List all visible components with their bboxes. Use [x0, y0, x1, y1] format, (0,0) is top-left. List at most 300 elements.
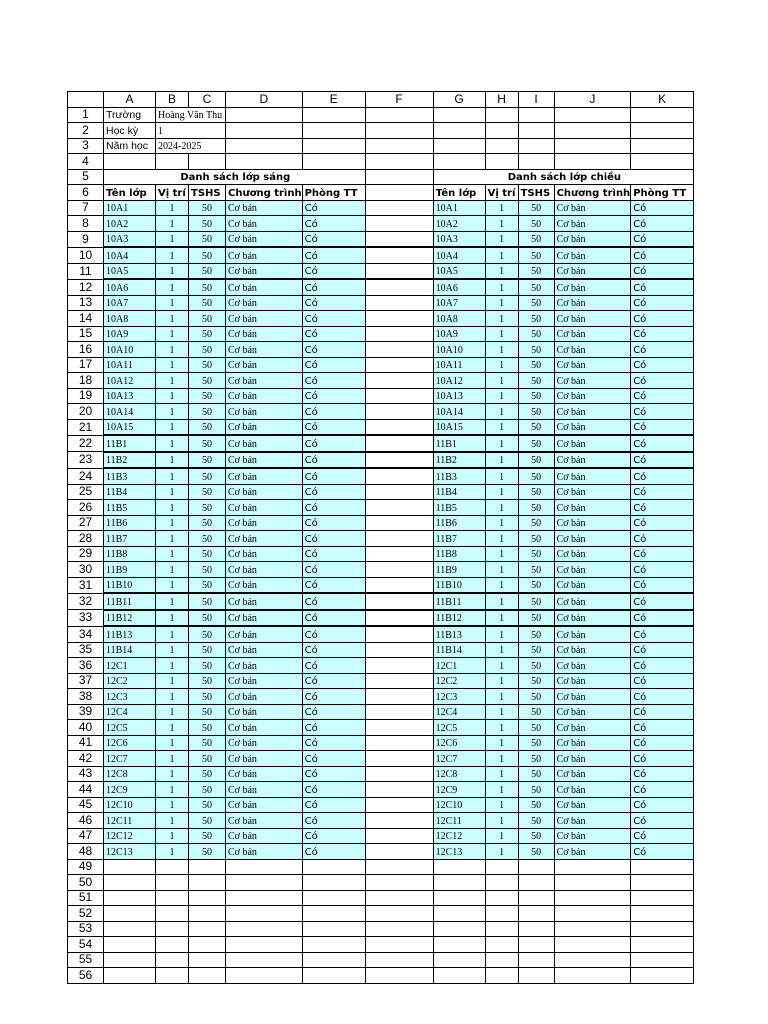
row-header[interactable]: 56 — [68, 968, 104, 984]
row-header[interactable]: 51 — [68, 890, 104, 906]
empty-cell[interactable] — [631, 906, 694, 922]
morning-class-name[interactable]: 10A2 — [104, 216, 156, 232]
empty-cell[interactable] — [104, 859, 156, 875]
morning-program[interactable]: Cơ bản — [226, 279, 303, 295]
empty-cell[interactable] — [365, 875, 433, 891]
morning-class-name[interactable]: 10A4 — [104, 247, 156, 263]
morning-students[interactable]: 50 — [189, 484, 226, 500]
afternoon-class-name[interactable]: 10A15 — [433, 419, 485, 435]
morning-room[interactable]: Có — [302, 751, 365, 767]
afternoon-room[interactable]: Có — [631, 735, 694, 751]
morning-students[interactable]: 50 — [189, 326, 226, 342]
afternoon-class-name[interactable]: 12C1 — [433, 658, 485, 674]
afternoon-position[interactable]: 1 — [485, 844, 518, 860]
afternoon-program[interactable]: Cơ bản — [554, 610, 631, 627]
empty-cell[interactable] — [631, 890, 694, 906]
empty-cell[interactable] — [365, 610, 433, 627]
empty-cell[interactable] — [631, 107, 694, 123]
morning-program[interactable]: Cơ bản — [226, 813, 303, 829]
row-header[interactable]: 30 — [68, 562, 104, 578]
empty-cell[interactable] — [365, 311, 433, 327]
morning-position[interactable]: 1 — [156, 484, 189, 500]
empty-cell[interactable] — [485, 154, 518, 170]
empty-cell[interactable] — [433, 154, 485, 170]
afternoon-position[interactable]: 1 — [485, 373, 518, 389]
empty-cell[interactable] — [302, 890, 365, 906]
morning-students[interactable]: 50 — [189, 311, 226, 327]
morning-program[interactable]: Cơ bản — [226, 263, 303, 279]
morning-students[interactable]: 50 — [189, 797, 226, 813]
afternoon-students[interactable]: 50 — [518, 342, 554, 358]
morning-students[interactable]: 50 — [189, 546, 226, 562]
row-header[interactable]: 18 — [68, 373, 104, 389]
morning-class-name[interactable]: 12C3 — [104, 689, 156, 705]
afternoon-class-name[interactable]: 10A10 — [433, 342, 485, 358]
empty-cell[interactable] — [433, 859, 485, 875]
morning-position[interactable]: 1 — [156, 673, 189, 689]
morning-room[interactable]: Có — [302, 279, 365, 295]
morning-students[interactable]: 50 — [189, 577, 226, 593]
afternoon-class-name[interactable]: 10A12 — [433, 373, 485, 389]
morning-students[interactable]: 50 — [189, 562, 226, 578]
row-header[interactable]: 28 — [68, 531, 104, 547]
morning-room[interactable]: Có — [302, 357, 365, 373]
afternoon-header[interactable]: Chương trình — [554, 185, 631, 201]
empty-cell[interactable] — [485, 952, 518, 968]
morning-class-name[interactable]: 12C13 — [104, 844, 156, 860]
afternoon-position[interactable]: 1 — [485, 404, 518, 420]
info-value[interactable]: Hoàng Văn Thu — [156, 107, 226, 123]
afternoon-students[interactable]: 50 — [518, 813, 554, 829]
row-header[interactable]: 39 — [68, 704, 104, 720]
empty-cell[interactable] — [365, 388, 433, 404]
morning-position[interactable]: 1 — [156, 435, 189, 452]
empty-cell[interactable] — [189, 859, 226, 875]
afternoon-students[interactable]: 50 — [518, 500, 554, 516]
morning-class-name[interactable]: 11B6 — [104, 515, 156, 531]
empty-cell[interactable] — [518, 107, 554, 123]
empty-cell[interactable] — [365, 169, 433, 185]
row-header[interactable]: 45 — [68, 797, 104, 813]
empty-cell[interactable] — [365, 200, 433, 216]
empty-cell[interactable] — [189, 875, 226, 891]
afternoon-program[interactable]: Cơ bản — [554, 689, 631, 705]
afternoon-room[interactable]: Có — [631, 452, 694, 469]
afternoon-program[interactable]: Cơ bản — [554, 373, 631, 389]
row-header[interactable]: 15 — [68, 326, 104, 342]
morning-program[interactable]: Cơ bản — [226, 216, 303, 232]
morning-position[interactable]: 1 — [156, 388, 189, 404]
morning-position[interactable]: 1 — [156, 468, 189, 484]
empty-cell[interactable] — [156, 952, 189, 968]
afternoon-program[interactable]: Cơ bản — [554, 546, 631, 562]
afternoon-program[interactable]: Cơ bản — [554, 844, 631, 860]
afternoon-students[interactable]: 50 — [518, 311, 554, 327]
afternoon-class-name[interactable]: 12C5 — [433, 720, 485, 736]
morning-students[interactable]: 50 — [189, 279, 226, 295]
empty-cell[interactable] — [365, 704, 433, 720]
morning-program[interactable]: Cơ bản — [226, 828, 303, 844]
empty-cell[interactable] — [189, 906, 226, 922]
morning-class-name[interactable]: 11B11 — [104, 593, 156, 610]
morning-header[interactable]: Vị trí — [156, 185, 189, 201]
afternoon-class-name[interactable]: 12C7 — [433, 751, 485, 767]
morning-class-name[interactable]: 11B2 — [104, 452, 156, 469]
afternoon-class-name[interactable]: 12C2 — [433, 673, 485, 689]
morning-students[interactable]: 50 — [189, 813, 226, 829]
empty-cell[interactable] — [302, 875, 365, 891]
afternoon-program[interactable]: Cơ bản — [554, 326, 631, 342]
afternoon-program[interactable]: Cơ bản — [554, 484, 631, 500]
afternoon-program[interactable]: Cơ bản — [554, 468, 631, 484]
column-header[interactable]: E — [302, 92, 365, 108]
afternoon-position[interactable]: 1 — [485, 388, 518, 404]
afternoon-students[interactable]: 50 — [518, 247, 554, 263]
afternoon-students[interactable]: 50 — [518, 704, 554, 720]
afternoon-program[interactable]: Cơ bản — [554, 216, 631, 232]
afternoon-class-name[interactable]: 12C11 — [433, 813, 485, 829]
empty-cell[interactable] — [226, 952, 303, 968]
afternoon-program[interactable]: Cơ bản — [554, 782, 631, 798]
afternoon-class-name[interactable]: 10A1 — [433, 200, 485, 216]
row-header[interactable]: 12 — [68, 279, 104, 295]
afternoon-class-name[interactable]: 10A4 — [433, 247, 485, 263]
afternoon-program[interactable]: Cơ bản — [554, 673, 631, 689]
morning-program[interactable]: Cơ bản — [226, 200, 303, 216]
afternoon-room[interactable]: Có — [631, 844, 694, 860]
afternoon-class-name[interactable]: 12C4 — [433, 704, 485, 720]
afternoon-class-name[interactable]: 11B3 — [433, 468, 485, 484]
afternoon-position[interactable]: 1 — [485, 531, 518, 547]
morning-students[interactable]: 50 — [189, 673, 226, 689]
morning-program[interactable]: Cơ bản — [226, 626, 303, 642]
row-header[interactable]: 46 — [68, 813, 104, 829]
afternoon-header[interactable]: Phòng TT — [631, 185, 694, 201]
empty-cell[interactable] — [554, 906, 631, 922]
empty-cell[interactable] — [365, 720, 433, 736]
morning-students[interactable]: 50 — [189, 435, 226, 452]
empty-cell[interactable] — [104, 921, 156, 937]
morning-students[interactable]: 50 — [189, 216, 226, 232]
afternoon-students[interactable]: 50 — [518, 263, 554, 279]
morning-program[interactable]: Cơ bản — [226, 751, 303, 767]
morning-program[interactable]: Cơ bản — [226, 642, 303, 658]
morning-room[interactable]: Có — [302, 484, 365, 500]
morning-program[interactable]: Cơ bản — [226, 766, 303, 782]
afternoon-program[interactable]: Cơ bản — [554, 357, 631, 373]
afternoon-room[interactable]: Có — [631, 295, 694, 311]
morning-class-name[interactable]: 12C2 — [104, 673, 156, 689]
empty-cell[interactable] — [518, 952, 554, 968]
morning-position[interactable]: 1 — [156, 531, 189, 547]
morning-program[interactable]: Cơ bản — [226, 515, 303, 531]
morning-room[interactable]: Có — [302, 373, 365, 389]
afternoon-program[interactable]: Cơ bản — [554, 658, 631, 674]
morning-position[interactable]: 1 — [156, 844, 189, 860]
morning-class-name[interactable]: 11B1 — [104, 435, 156, 452]
empty-cell[interactable] — [302, 906, 365, 922]
morning-position[interactable]: 1 — [156, 452, 189, 469]
afternoon-room[interactable]: Có — [631, 797, 694, 813]
afternoon-position[interactable]: 1 — [485, 782, 518, 798]
afternoon-position[interactable]: 1 — [485, 593, 518, 610]
morning-position[interactable]: 1 — [156, 689, 189, 705]
empty-cell[interactable] — [104, 890, 156, 906]
empty-cell[interactable] — [156, 875, 189, 891]
empty-cell[interactable] — [433, 937, 485, 953]
afternoon-class-name[interactable]: 11B11 — [433, 593, 485, 610]
morning-position[interactable]: 1 — [156, 231, 189, 247]
empty-cell[interactable] — [365, 247, 433, 263]
afternoon-header[interactable]: Vị trí — [485, 185, 518, 201]
afternoon-room[interactable]: Có — [631, 326, 694, 342]
empty-cell[interactable] — [302, 138, 365, 154]
morning-class-name[interactable]: 11B4 — [104, 484, 156, 500]
morning-room[interactable]: Có — [302, 766, 365, 782]
empty-cell[interactable] — [226, 154, 303, 170]
afternoon-students[interactable]: 50 — [518, 419, 554, 435]
morning-program[interactable]: Cơ bản — [226, 373, 303, 389]
row-header[interactable]: 11 — [68, 263, 104, 279]
morning-room[interactable]: Có — [302, 626, 365, 642]
afternoon-room[interactable]: Có — [631, 626, 694, 642]
afternoon-class-name[interactable]: 10A13 — [433, 388, 485, 404]
morning-class-name[interactable]: 12C10 — [104, 797, 156, 813]
morning-position[interactable]: 1 — [156, 642, 189, 658]
empty-cell[interactable] — [365, 626, 433, 642]
morning-students[interactable]: 50 — [189, 782, 226, 798]
morning-program[interactable]: Cơ bản — [226, 546, 303, 562]
morning-room[interactable]: Có — [302, 562, 365, 578]
empty-cell[interactable] — [518, 906, 554, 922]
row-header[interactable]: 20 — [68, 404, 104, 420]
morning-room[interactable]: Có — [302, 531, 365, 547]
morning-position[interactable]: 1 — [156, 704, 189, 720]
afternoon-program[interactable]: Cơ bản — [554, 751, 631, 767]
afternoon-position[interactable]: 1 — [485, 577, 518, 593]
afternoon-position[interactable]: 1 — [485, 200, 518, 216]
empty-cell[interactable] — [631, 937, 694, 953]
empty-cell[interactable] — [518, 154, 554, 170]
row-header[interactable]: 24 — [68, 468, 104, 484]
empty-cell[interactable] — [302, 123, 365, 139]
empty-cell[interactable] — [365, 154, 433, 170]
afternoon-class-name[interactable]: 11B9 — [433, 562, 485, 578]
empty-cell[interactable] — [365, 231, 433, 247]
empty-cell[interactable] — [554, 921, 631, 937]
afternoon-header[interactable]: TSHS — [518, 185, 554, 201]
empty-cell[interactable] — [302, 859, 365, 875]
afternoon-students[interactable]: 50 — [518, 216, 554, 232]
afternoon-class-name[interactable]: 12C3 — [433, 689, 485, 705]
morning-class-name[interactable]: 10A13 — [104, 388, 156, 404]
morning-position[interactable]: 1 — [156, 720, 189, 736]
morning-students[interactable]: 50 — [189, 295, 226, 311]
row-header[interactable]: 3 — [68, 138, 104, 154]
row-header[interactable]: 9 — [68, 231, 104, 247]
afternoon-position[interactable]: 1 — [485, 673, 518, 689]
empty-cell[interactable] — [365, 419, 433, 435]
morning-room[interactable]: Có — [302, 452, 365, 469]
empty-cell[interactable] — [365, 766, 433, 782]
empty-cell[interactable] — [226, 890, 303, 906]
empty-cell[interactable] — [365, 263, 433, 279]
afternoon-class-name[interactable]: 11B1 — [433, 435, 485, 452]
morning-program[interactable]: Cơ bản — [226, 388, 303, 404]
morning-position[interactable]: 1 — [156, 610, 189, 627]
afternoon-class-name[interactable]: 11B4 — [433, 484, 485, 500]
afternoon-position[interactable]: 1 — [485, 515, 518, 531]
column-header[interactable]: D — [226, 92, 303, 108]
empty-cell[interactable] — [518, 859, 554, 875]
morning-program[interactable]: Cơ bản — [226, 231, 303, 247]
afternoon-class-name[interactable]: 10A9 — [433, 326, 485, 342]
morning-program[interactable]: Cơ bản — [226, 844, 303, 860]
afternoon-students[interactable]: 50 — [518, 279, 554, 295]
empty-cell[interactable] — [104, 968, 156, 984]
afternoon-program[interactable]: Cơ bản — [554, 577, 631, 593]
empty-cell[interactable] — [226, 875, 303, 891]
row-header[interactable]: 7 — [68, 200, 104, 216]
empty-cell[interactable] — [156, 968, 189, 984]
empty-cell[interactable] — [365, 138, 433, 154]
empty-cell[interactable] — [365, 844, 433, 860]
afternoon-position[interactable]: 1 — [485, 452, 518, 469]
morning-room[interactable]: Có — [302, 515, 365, 531]
morning-class-name[interactable]: 11B12 — [104, 610, 156, 627]
morning-position[interactable]: 1 — [156, 782, 189, 798]
afternoon-class-name[interactable]: 10A5 — [433, 263, 485, 279]
afternoon-room[interactable]: Có — [631, 813, 694, 829]
morning-position[interactable]: 1 — [156, 828, 189, 844]
morning-class-name[interactable]: 12C12 — [104, 828, 156, 844]
afternoon-students[interactable]: 50 — [518, 373, 554, 389]
empty-cell[interactable] — [302, 937, 365, 953]
empty-cell[interactable] — [189, 937, 226, 953]
empty-cell[interactable] — [365, 357, 433, 373]
afternoon-room[interactable]: Có — [631, 342, 694, 358]
empty-cell[interactable] — [365, 531, 433, 547]
empty-cell[interactable] — [485, 123, 518, 139]
afternoon-room[interactable]: Có — [631, 766, 694, 782]
empty-cell[interactable] — [302, 107, 365, 123]
row-header[interactable]: 43 — [68, 766, 104, 782]
afternoon-program[interactable]: Cơ bản — [554, 452, 631, 469]
afternoon-room[interactable]: Có — [631, 828, 694, 844]
afternoon-students[interactable]: 50 — [518, 231, 554, 247]
morning-students[interactable]: 50 — [189, 231, 226, 247]
morning-title[interactable]: Danh sách lớp sáng — [104, 169, 366, 185]
empty-cell[interactable] — [104, 875, 156, 891]
empty-cell[interactable] — [554, 859, 631, 875]
empty-cell[interactable] — [189, 921, 226, 937]
empty-cell[interactable] — [485, 937, 518, 953]
morning-class-name[interactable]: 12C6 — [104, 735, 156, 751]
afternoon-class-name[interactable]: 12C10 — [433, 797, 485, 813]
empty-cell[interactable] — [365, 435, 433, 452]
morning-room[interactable]: Có — [302, 593, 365, 610]
afternoon-class-name[interactable]: 10A3 — [433, 231, 485, 247]
empty-cell[interactable] — [189, 154, 226, 170]
empty-cell[interactable] — [365, 577, 433, 593]
empty-cell[interactable] — [365, 751, 433, 767]
afternoon-program[interactable]: Cơ bản — [554, 626, 631, 642]
morning-class-name[interactable]: 11B10 — [104, 577, 156, 593]
morning-position[interactable]: 1 — [156, 357, 189, 373]
afternoon-position[interactable]: 1 — [485, 813, 518, 829]
morning-class-name[interactable]: 10A10 — [104, 342, 156, 358]
empty-cell[interactable] — [433, 921, 485, 937]
afternoon-class-name[interactable]: 10A2 — [433, 216, 485, 232]
afternoon-class-name[interactable]: 12C8 — [433, 766, 485, 782]
afternoon-students[interactable]: 50 — [518, 546, 554, 562]
afternoon-program[interactable]: Cơ bản — [554, 500, 631, 516]
morning-header[interactable]: Tên lớp — [104, 185, 156, 201]
empty-cell[interactable] — [631, 859, 694, 875]
morning-room[interactable]: Có — [302, 216, 365, 232]
afternoon-class-name[interactable]: 10A11 — [433, 357, 485, 373]
morning-class-name[interactable]: 11B13 — [104, 626, 156, 642]
empty-cell[interactable] — [156, 921, 189, 937]
morning-students[interactable]: 50 — [189, 704, 226, 720]
afternoon-room[interactable]: Có — [631, 782, 694, 798]
row-header[interactable]: 44 — [68, 782, 104, 798]
empty-cell[interactable] — [365, 921, 433, 937]
afternoon-program[interactable]: Cơ bản — [554, 562, 631, 578]
morning-position[interactable]: 1 — [156, 797, 189, 813]
morning-room[interactable]: Có — [302, 435, 365, 452]
morning-room[interactable]: Có — [302, 311, 365, 327]
empty-cell[interactable] — [365, 689, 433, 705]
morning-students[interactable]: 50 — [189, 610, 226, 627]
row-header[interactable]: 36 — [68, 658, 104, 674]
empty-cell[interactable] — [433, 890, 485, 906]
empty-cell[interactable] — [365, 890, 433, 906]
empty-cell[interactable] — [365, 828, 433, 844]
morning-room[interactable]: Có — [302, 247, 365, 263]
column-header[interactable]: A — [104, 92, 156, 108]
column-header[interactable]: C — [189, 92, 226, 108]
afternoon-position[interactable]: 1 — [485, 735, 518, 751]
afternoon-students[interactable]: 50 — [518, 797, 554, 813]
morning-program[interactable]: Cơ bản — [226, 435, 303, 452]
column-header[interactable]: J — [554, 92, 631, 108]
morning-room[interactable]: Có — [302, 673, 365, 689]
morning-students[interactable]: 50 — [189, 200, 226, 216]
morning-program[interactable]: Cơ bản — [226, 419, 303, 435]
afternoon-students[interactable]: 50 — [518, 388, 554, 404]
empty-cell[interactable] — [631, 138, 694, 154]
afternoon-students[interactable]: 50 — [518, 577, 554, 593]
afternoon-class-name[interactable]: 10A7 — [433, 295, 485, 311]
morning-room[interactable]: Có — [302, 610, 365, 627]
afternoon-position[interactable]: 1 — [485, 435, 518, 452]
afternoon-room[interactable]: Có — [631, 531, 694, 547]
morning-students[interactable]: 50 — [189, 247, 226, 263]
morning-position[interactable]: 1 — [156, 546, 189, 562]
empty-cell[interactable] — [226, 968, 303, 984]
morning-position[interactable]: 1 — [156, 751, 189, 767]
row-header[interactable]: 38 — [68, 689, 104, 705]
afternoon-program[interactable]: Cơ bản — [554, 593, 631, 610]
afternoon-position[interactable]: 1 — [485, 279, 518, 295]
afternoon-room[interactable]: Có — [631, 751, 694, 767]
afternoon-class-name[interactable]: 11B13 — [433, 626, 485, 642]
afternoon-class-name[interactable]: 11B12 — [433, 610, 485, 627]
afternoon-students[interactable]: 50 — [518, 468, 554, 484]
row-header[interactable]: 19 — [68, 388, 104, 404]
morning-students[interactable]: 50 — [189, 404, 226, 420]
